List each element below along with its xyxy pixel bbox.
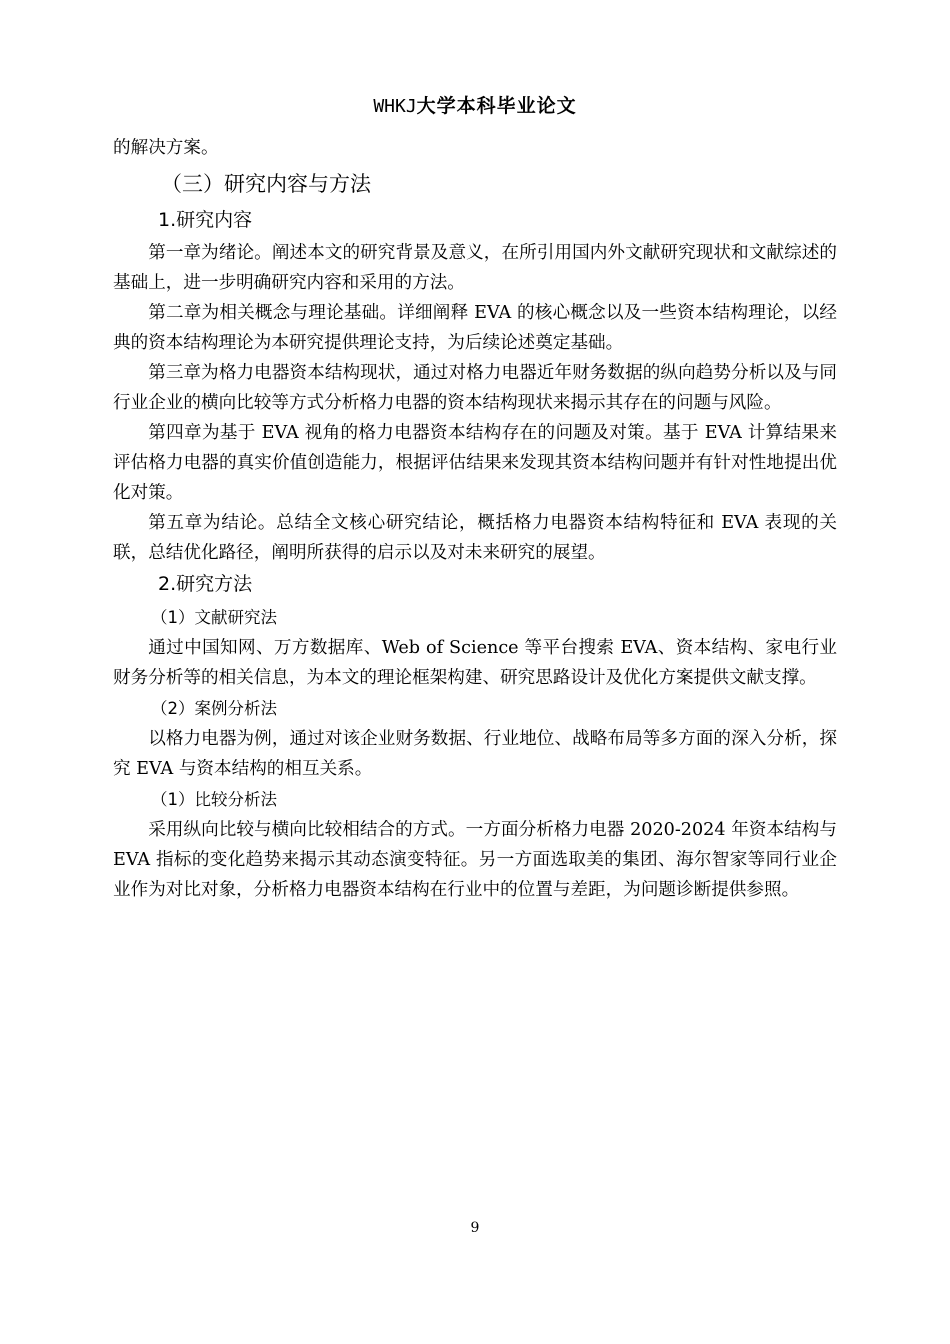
method-text-literature: 通过中国知网、万方数据库、Web of Science 等平台搜索 EVA、资本结构、家电行业财务分析等的相关信息，为本文的理论框架构建、研究思路设计及优化方案提供文献支撑。	[113, 638, 837, 688]
method-heading-literature: （1）文献研究法	[151, 608, 277, 627]
chapter-4-paragraph: 第四章为基于 EVA 视角的格力电器资本结构存在的问题及对策。基于 EVA 计算结果来评估格力电器的真实价值创造能力，根据评估结果来发现其资本结构问题并有针对性地提出优化对策。	[113, 423, 837, 503]
page-header	[0, 92, 950, 121]
continuation-text: 的解决方案。	[113, 138, 219, 158]
chapter-1-paragraph: 第一章为绪论。阐述本文的研究背景及意义，在所引用国内外文献研究现状和文献综述的基础上，进一步明确研究内容和采用的方法。	[113, 243, 837, 293]
method-heading-comparison: （1）比较分析法	[151, 790, 277, 809]
chapter-5-paragraph: 第五章为结论。总结全文核心研究结论，概括格力电器资本结构特征和 EVA 表现的关联，总结优化路径，阐明所获得的启示以及对未来研究的展望。	[113, 513, 837, 563]
header-prefix: WHKJ	[373, 96, 417, 117]
chapter-2-paragraph: 第二章为相关概念与理论基础。详细阐释 EVA 的核心概念以及一些资本结构理论，以经典的资本结构理论为本研究提供理论支持，为后续论述奠定基础。	[113, 303, 837, 353]
header-title: 大学本科毕业论文	[416, 95, 577, 117]
method-heading-case: （2）案例分析法	[151, 699, 277, 718]
page-number: 9	[470, 1220, 480, 1236]
method-text-case: 以格力电器为例，通过对该企业财务数据、行业地位、战略布局等多方面的深入分析，探究 EVA 与资本结构的相互关系。	[113, 729, 837, 779]
research-content-title: 1.研究内容	[158, 209, 253, 231]
method-text-comparison: 采用纵向比较与横向比较相结合的方式。一方面分析格力电器 2020-2024 年资本结构与 EVA 指标的变化趋势来揭示其动态演变特征。另一方面选取美的集团、海尔智家等同行业企业作为对比对象，分析格力电器资本结构在行业中的位置与差距，为问题诊断提供参照。	[113, 820, 837, 900]
section-title: （三）研究内容与方法	[161, 172, 371, 196]
chapter-3-paragraph: 第三章为格力电器资本结构现状，通过对格力电器近年财务数据的纵向趋势分析以及与同行业企业的横向比较等方式分析格力电器的资本结构现状来揭示其存在的问题与风险。	[113, 363, 837, 413]
research-methods-title: 2.研究方法	[158, 573, 253, 595]
page-body	[113, 133, 837, 905]
